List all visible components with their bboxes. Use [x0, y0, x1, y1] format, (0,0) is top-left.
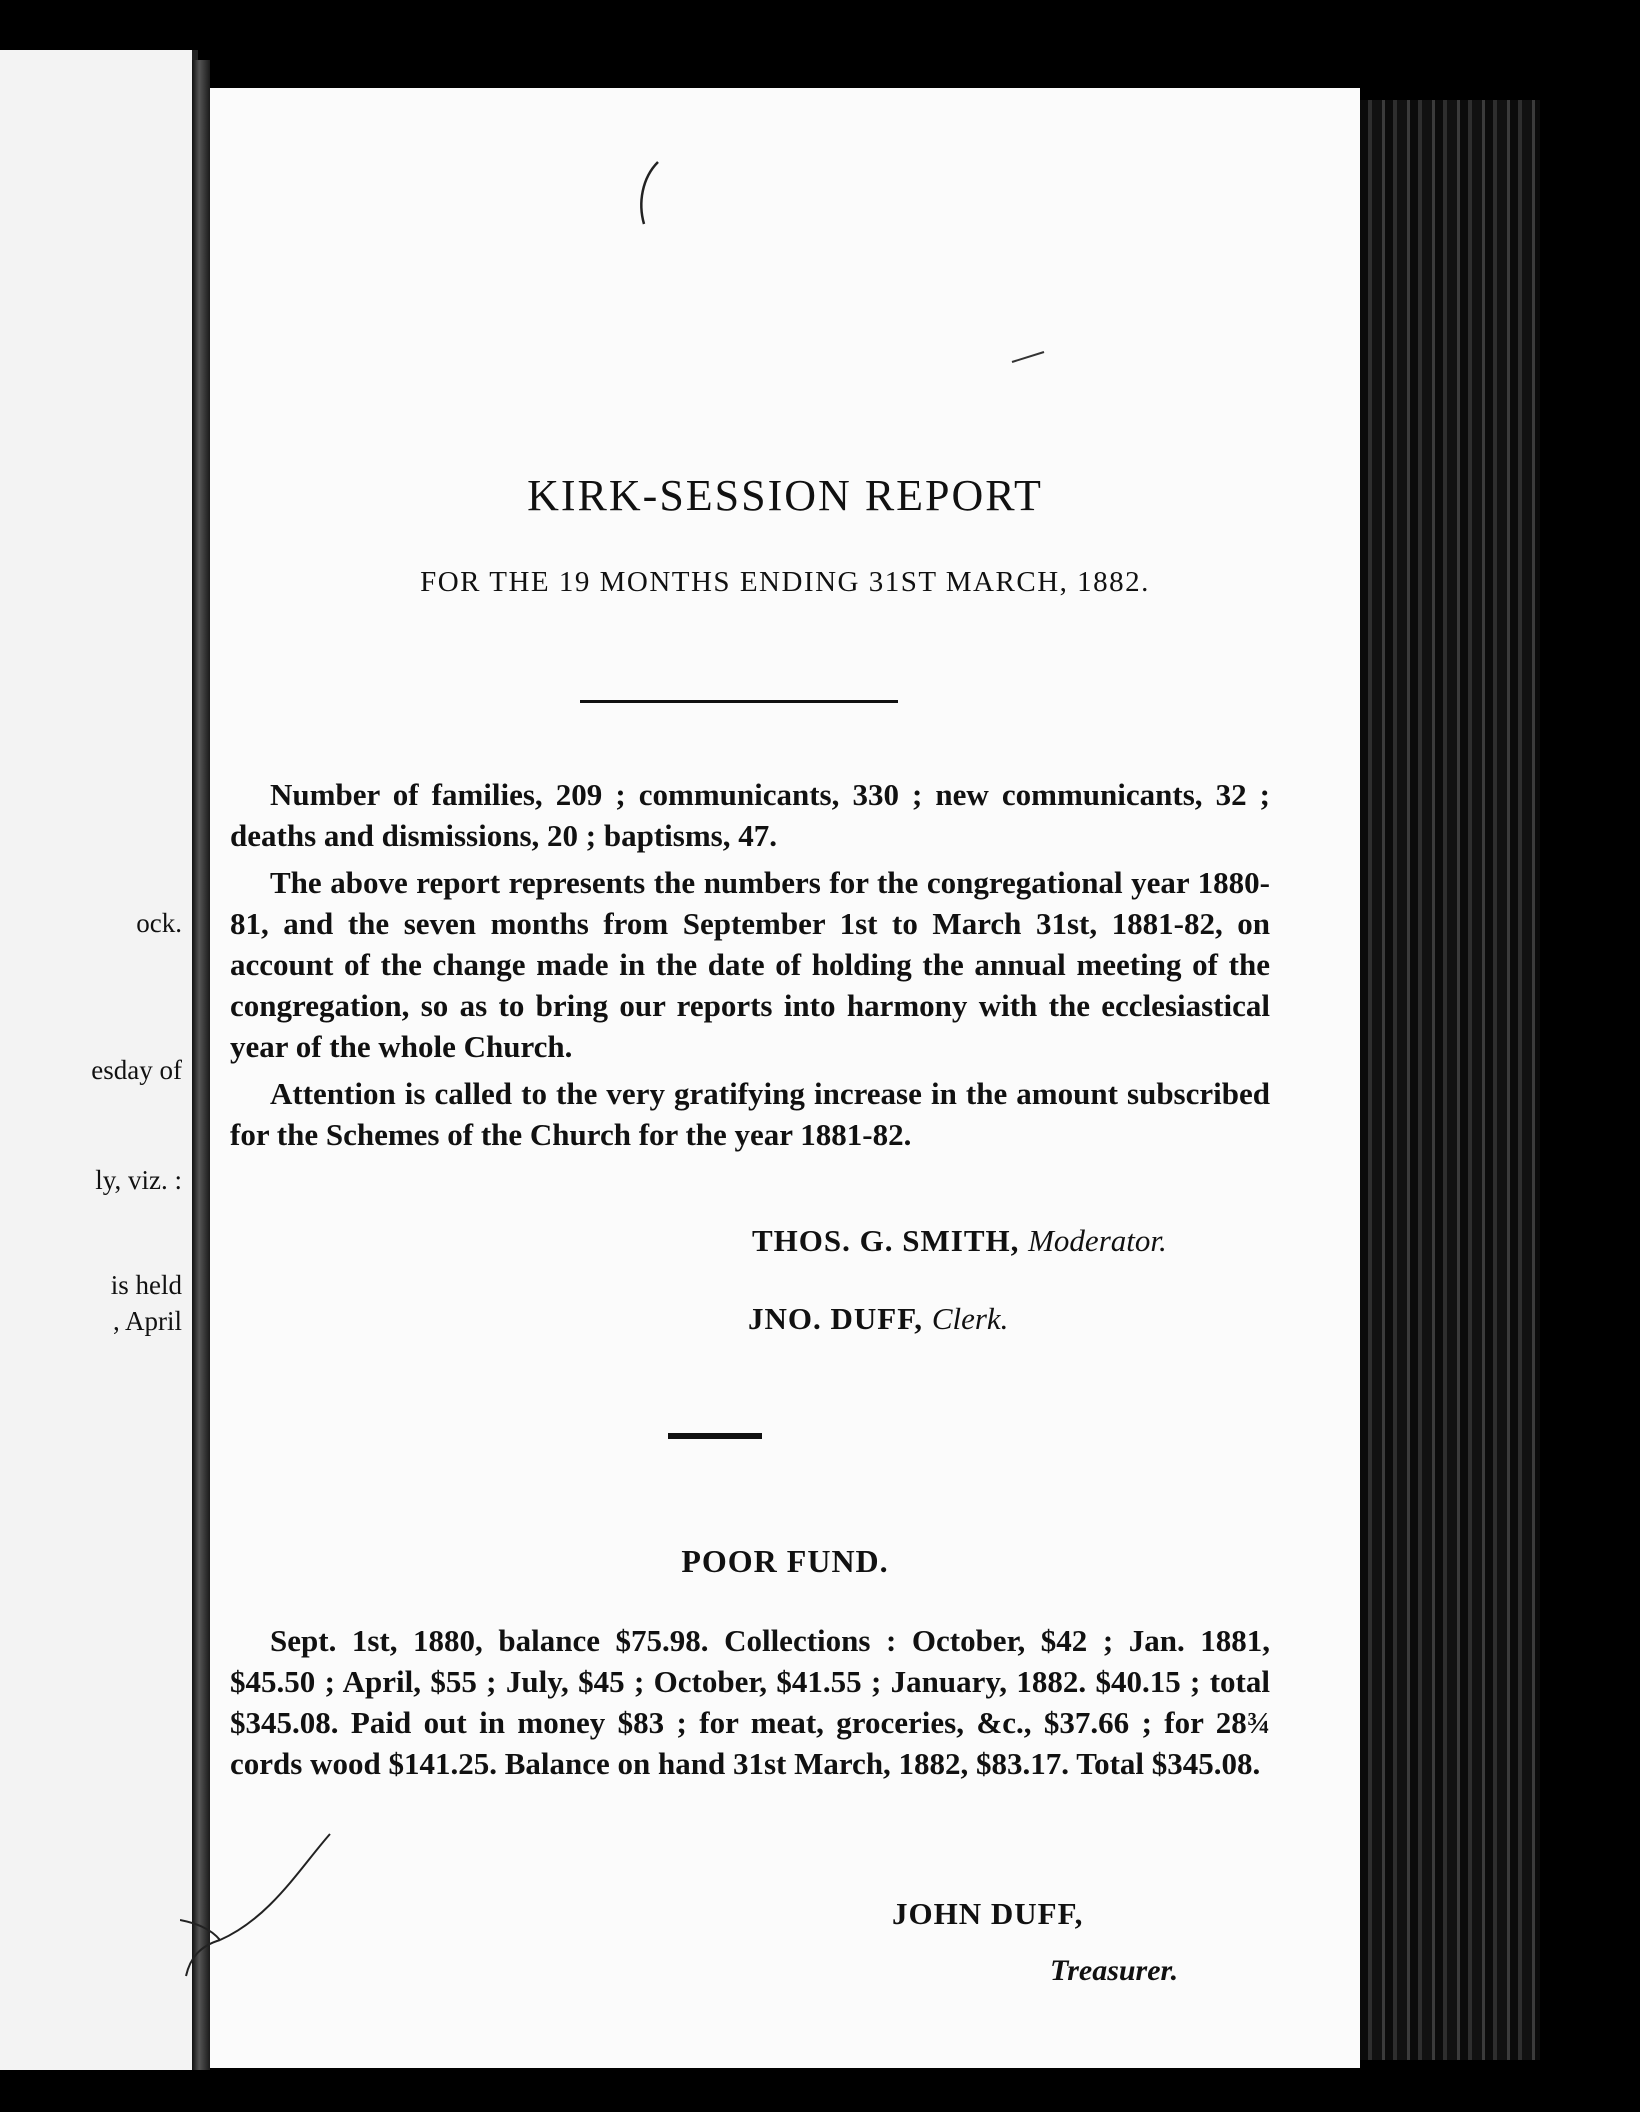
left-page-fragment: is held: [110, 1270, 182, 1300]
poor-fund-heading: POOR FUND.: [681, 1543, 889, 1579]
pencil-scribble: [180, 1828, 350, 1978]
report-paragraph: The above report represents the numbers for the congregational year 1880-81, and the seven months from September 1st to March 31st, 1881-82, on account of the change made in the date of holding the annual meeting of the congregation, so as to bring our reports into harmony with the ecclesiastical year of the whole Church.: [230, 865, 1270, 1064]
treasurer-title: Treasurer.: [1050, 1954, 1179, 1987]
treasurer-name: JOHN DUFF,: [892, 1896, 1084, 1931]
section-rule: [580, 700, 898, 703]
section-divider: [668, 1433, 762, 1439]
page-edges: [1360, 100, 1540, 2060]
left-page: [0, 50, 198, 2070]
moderator-name: THOS. G. SMITH,: [752, 1223, 1020, 1258]
clerk-signature: [748, 1301, 1008, 1337]
pencil-mark: [630, 158, 670, 228]
poor-fund-body: [230, 1620, 1270, 1790]
report-page: [210, 88, 1360, 2068]
left-page-fragment: , April: [112, 1306, 182, 1336]
report-subtitle: FOR THE 19 MONTHS ENDING 31ST MARCH, 1882.: [420, 566, 1150, 598]
moderator-title: Moderator.: [1028, 1223, 1167, 1258]
clerk-name: JNO. DUFF,: [748, 1301, 924, 1336]
report-title: KIRK-SESSION REPORT: [527, 471, 1043, 520]
left-page-fragment: esday of: [91, 1055, 182, 1085]
left-page-fragment: ly, viz. :: [95, 1165, 182, 1195]
report-body: [230, 774, 1270, 1161]
left-page-fragment: ock.: [136, 908, 182, 938]
clerk-title: Clerk.: [931, 1301, 1009, 1336]
stray-mark: [1010, 348, 1050, 368]
report-paragraph: Number of families, 209 ; communicants, 330 ; new communicants, 32 ; deaths and dismissions, 20 ; baptisms, 47.: [230, 777, 1270, 853]
moderator-signature: [752, 1223, 1167, 1259]
report-paragraph: Attention is called to the very gratifying increase in the amount subscribed for the Schemes of the Church for the year 1881-82.: [230, 1076, 1270, 1152]
book-gutter: [192, 60, 210, 2070]
poor-fund-paragraph: Sept. 1st, 1880, balance $75.98. Collections : October, $42 ; Jan. 1881, $45.50 ; April, $55 ; July, $45 ; October, $41.55 ; January, 1882. $40.15 ; total $345.08. Paid out in money $83 ; for meat, groceries, &c., $37.66 ; for 28¾ cords wood $141.25. Balance on hand 31st March, 1882, $83.17. Total $345.08.: [230, 1623, 1270, 1781]
